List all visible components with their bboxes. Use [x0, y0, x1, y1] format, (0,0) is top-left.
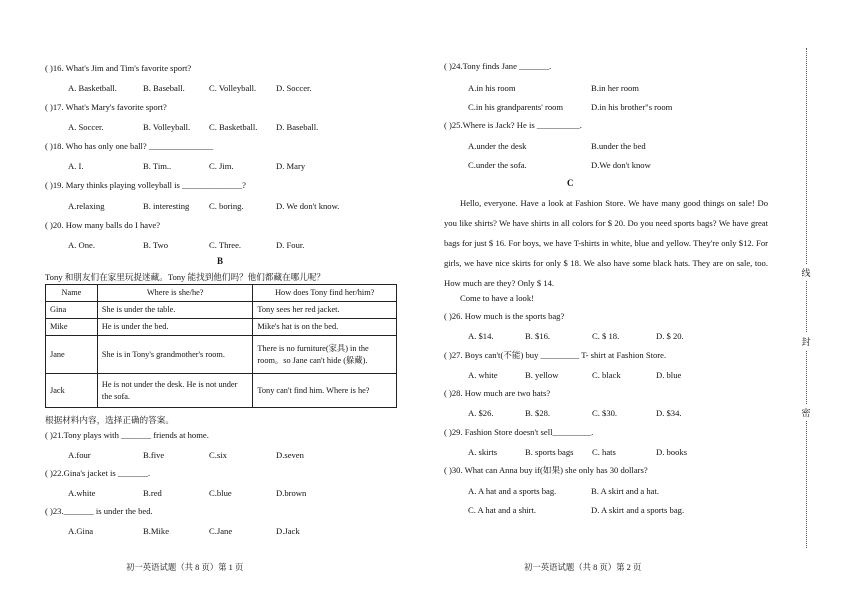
table-cell: Tony sees her red jacket.	[253, 302, 397, 319]
q20-option-b[interactable]: B. Two	[143, 240, 169, 250]
q23-stem: ( )23._______ is under the bed.	[45, 506, 153, 516]
table-header-cell: How does Tony find her/him?	[253, 285, 397, 302]
q21-option-b[interactable]: B.five	[143, 450, 165, 460]
table-cell: Mike's hat is on the bed.	[253, 319, 397, 336]
q16-option-c[interactable]: C. Volleyball.	[209, 83, 257, 93]
seal-secret-label: 密	[800, 404, 812, 421]
q29-option-c[interactable]: C. hats	[592, 447, 616, 457]
table-row	[46, 374, 397, 408]
q17-option-d[interactable]: D. Baseball.	[276, 122, 319, 132]
q30-option-c[interactable]: C. A hat and a shirt.	[468, 505, 537, 515]
q17-option-a[interactable]: A. Soccer.	[68, 122, 104, 132]
q17-option-c[interactable]: C. Basketball.	[209, 122, 258, 132]
q29-stem: ( )29. Fashion Store doesn't sell_________.	[444, 427, 594, 437]
q19-option-b[interactable]: B. interesting	[143, 201, 190, 211]
q22-option-d[interactable]: D.brown	[276, 488, 307, 498]
q19-option-c[interactable]: C. boring.	[209, 201, 244, 211]
q27-option-d[interactable]: D. blue	[656, 370, 682, 380]
q27-option-c[interactable]: C. black	[592, 370, 621, 380]
q17-option-b[interactable]: B. Volleyball.	[143, 122, 191, 132]
q21-option-c[interactable]: C.six	[209, 450, 227, 460]
table-header-row	[46, 285, 397, 302]
q22-option-b[interactable]: B.red	[143, 488, 162, 498]
hide-and-seek-table	[45, 284, 397, 408]
q19-option-a[interactable]: A.relaxing	[68, 201, 105, 211]
q22-option-c[interactable]: C.blue	[209, 488, 232, 498]
table-cell: Tony can't find him. Where is he?	[253, 374, 397, 408]
q20-option-a[interactable]: A. One.	[68, 240, 95, 250]
q20-option-d[interactable]: D. Four.	[276, 240, 305, 250]
q19-stem: ( )19. Mary thinks playing volleyball is ______________?	[45, 180, 246, 190]
q30-stem: ( )30. What can Anna buy if(如果) she only has 30 dollars?	[444, 465, 648, 475]
q18-option-c[interactable]: C. Jim.	[209, 161, 234, 171]
q21-option-d[interactable]: D.seven	[276, 450, 304, 460]
table-cell: She is under the table.	[97, 302, 253, 319]
q21-stem: ( )21.Tony plays with _______ friends at home.	[45, 430, 209, 440]
q16-option-a[interactable]: A. Basketball.	[68, 83, 117, 93]
q30-option-d[interactable]: D. A skirt and a sports bag.	[591, 505, 685, 515]
q18-stem: ( )18. Who has only one ball? _______________	[45, 141, 214, 151]
q30-option-a[interactable]: A. A hat and a sports bag.	[468, 486, 557, 496]
q25-option-c[interactable]: C.under the sofa.	[468, 160, 527, 170]
q23-option-d[interactable]: D.Jack	[276, 526, 300, 536]
table-cell: Jane	[46, 336, 98, 374]
q25-option-b[interactable]: B.under the bed	[591, 141, 646, 151]
q18-option-d[interactable]: D. Mary	[276, 161, 306, 171]
q27-option-a[interactable]: A. white	[468, 370, 498, 380]
binding-dotted-line	[806, 48, 807, 548]
table-cell: Gina	[46, 302, 98, 319]
section-b-heading: B	[217, 256, 224, 266]
q16-option-d[interactable]: D. Soccer.	[276, 83, 312, 93]
page-footer-1: 初一英语试题（共 8 页）第 1 页	[126, 563, 244, 572]
q26-option-b[interactable]: B. $16.	[525, 331, 551, 341]
q16-option-b[interactable]: B. Baseball.	[143, 83, 185, 93]
q24-option-c[interactable]: C.in his grandparents' room	[468, 102, 564, 112]
q28-option-d[interactable]: D. $34.	[656, 408, 682, 418]
q26-option-d[interactable]: D. $ 20.	[656, 331, 684, 341]
q25-stem: ( )25.Where is Jack? He is __________.	[444, 120, 582, 130]
q28-stem: ( )28. How much are two hats?	[444, 388, 551, 398]
section-b-intro: Tony 和朋友们在家里玩捉迷藏。Tony 能找到他们吗？他们都藏在哪儿呢？	[45, 272, 326, 282]
q24-stem: ( )24.Tony finds Jane _______.	[444, 61, 552, 71]
q29-option-b[interactable]: B. sports bags	[525, 447, 574, 457]
q29-option-d[interactable]: D. books	[656, 447, 688, 457]
q30-option-b[interactable]: B. A skirt and a hat.	[591, 486, 660, 496]
q25-option-a[interactable]: A.under the desk	[468, 141, 527, 151]
q22-option-a[interactable]: A.white	[68, 488, 96, 498]
table-header-cell: Name	[46, 285, 98, 302]
q28-option-c[interactable]: C. $30.	[592, 408, 618, 418]
q18-option-a[interactable]: A. I.	[68, 161, 84, 171]
q28-option-a[interactable]: A. $26.	[468, 408, 494, 418]
q26-stem: ( )26. How much is the sports bag?	[444, 311, 565, 321]
table-cell: He is not under the desk. He is not under the sofa.	[97, 374, 253, 408]
q27-option-b[interactable]: B. yellow	[525, 370, 559, 380]
section-b-instruction: 根据材料内容，选择正确的答案。	[45, 415, 174, 425]
page-footer-2: 初一英语试题（共 8 页）第 2 页	[524, 563, 642, 572]
fashion-store-passage: Hello, everyone. Have a look at Fashion Store. We have many good things on sale! Do you like shirts? We have shirts in all colors for $ 20. Do you need sports bags? We have great bags for just $ 16. For boys, we have T-shirts in white, blue and yellow. They're only $12. For girls, we have nice skirts for only $ 18. We also have some black hats. They are on sale, too. How much are they? Only $ 14.	[444, 198, 768, 288]
passage-closing: Come to have a look!	[460, 293, 534, 303]
seal-seal-label: 封	[800, 333, 812, 350]
table-row	[46, 319, 397, 336]
q27-stem: ( )27. Boys can't(不能) buy _________ T- shirt at Fashion Store.	[444, 350, 667, 360]
table-cell: He is under the bed.	[97, 319, 253, 336]
section-c-heading: C	[567, 178, 574, 188]
q26-option-a[interactable]: A. $14.	[468, 331, 494, 341]
q28-option-b[interactable]: B. $28.	[525, 408, 551, 418]
q24-option-d[interactable]: D.in his brother"s room	[591, 102, 673, 112]
q23-option-b[interactable]: B.Mike	[143, 526, 170, 536]
q24-option-a[interactable]: A.in his room	[468, 83, 516, 93]
q25-option-d[interactable]: D.We don't know	[591, 160, 651, 170]
q20-stem: ( )20. How many balls do I have?	[45, 220, 161, 230]
q19-option-d[interactable]: D. We don't know.	[276, 201, 340, 211]
q18-option-b[interactable]: B. Tim..	[143, 161, 172, 171]
q26-option-c[interactable]: C. $ 18.	[592, 331, 620, 341]
table-cell: She is in Tony's grandmother's room.	[97, 336, 253, 374]
q20-option-c[interactable]: C. Three.	[209, 240, 242, 250]
table-header-cell: Where is she/he?	[97, 285, 253, 302]
table-row	[46, 302, 397, 319]
q24-option-b[interactable]: B.in her room	[591, 83, 639, 93]
seal-line-label: 线	[800, 264, 812, 281]
q16-stem: ( )16. What's Jim and Tim's favorite sport?	[45, 63, 192, 73]
table-cell: Mike	[46, 319, 98, 336]
table-cell: There is no furniture(家具) in the room。so Jane can't hide (躲藏).	[253, 336, 397, 374]
q17-stem: ( )17. What's Mary's favorite sport?	[45, 102, 167, 112]
q23-option-c[interactable]: C.Jane	[209, 526, 233, 536]
q22-stem: ( )22.Gina's jacket is _______.	[45, 468, 151, 478]
q23-option-a[interactable]: A.Gina	[68, 526, 94, 536]
table-row	[46, 336, 397, 374]
q21-option-a[interactable]: A.four	[68, 450, 91, 460]
q29-option-a[interactable]: A. skirts	[468, 447, 498, 457]
table-cell: Jack	[46, 374, 98, 408]
